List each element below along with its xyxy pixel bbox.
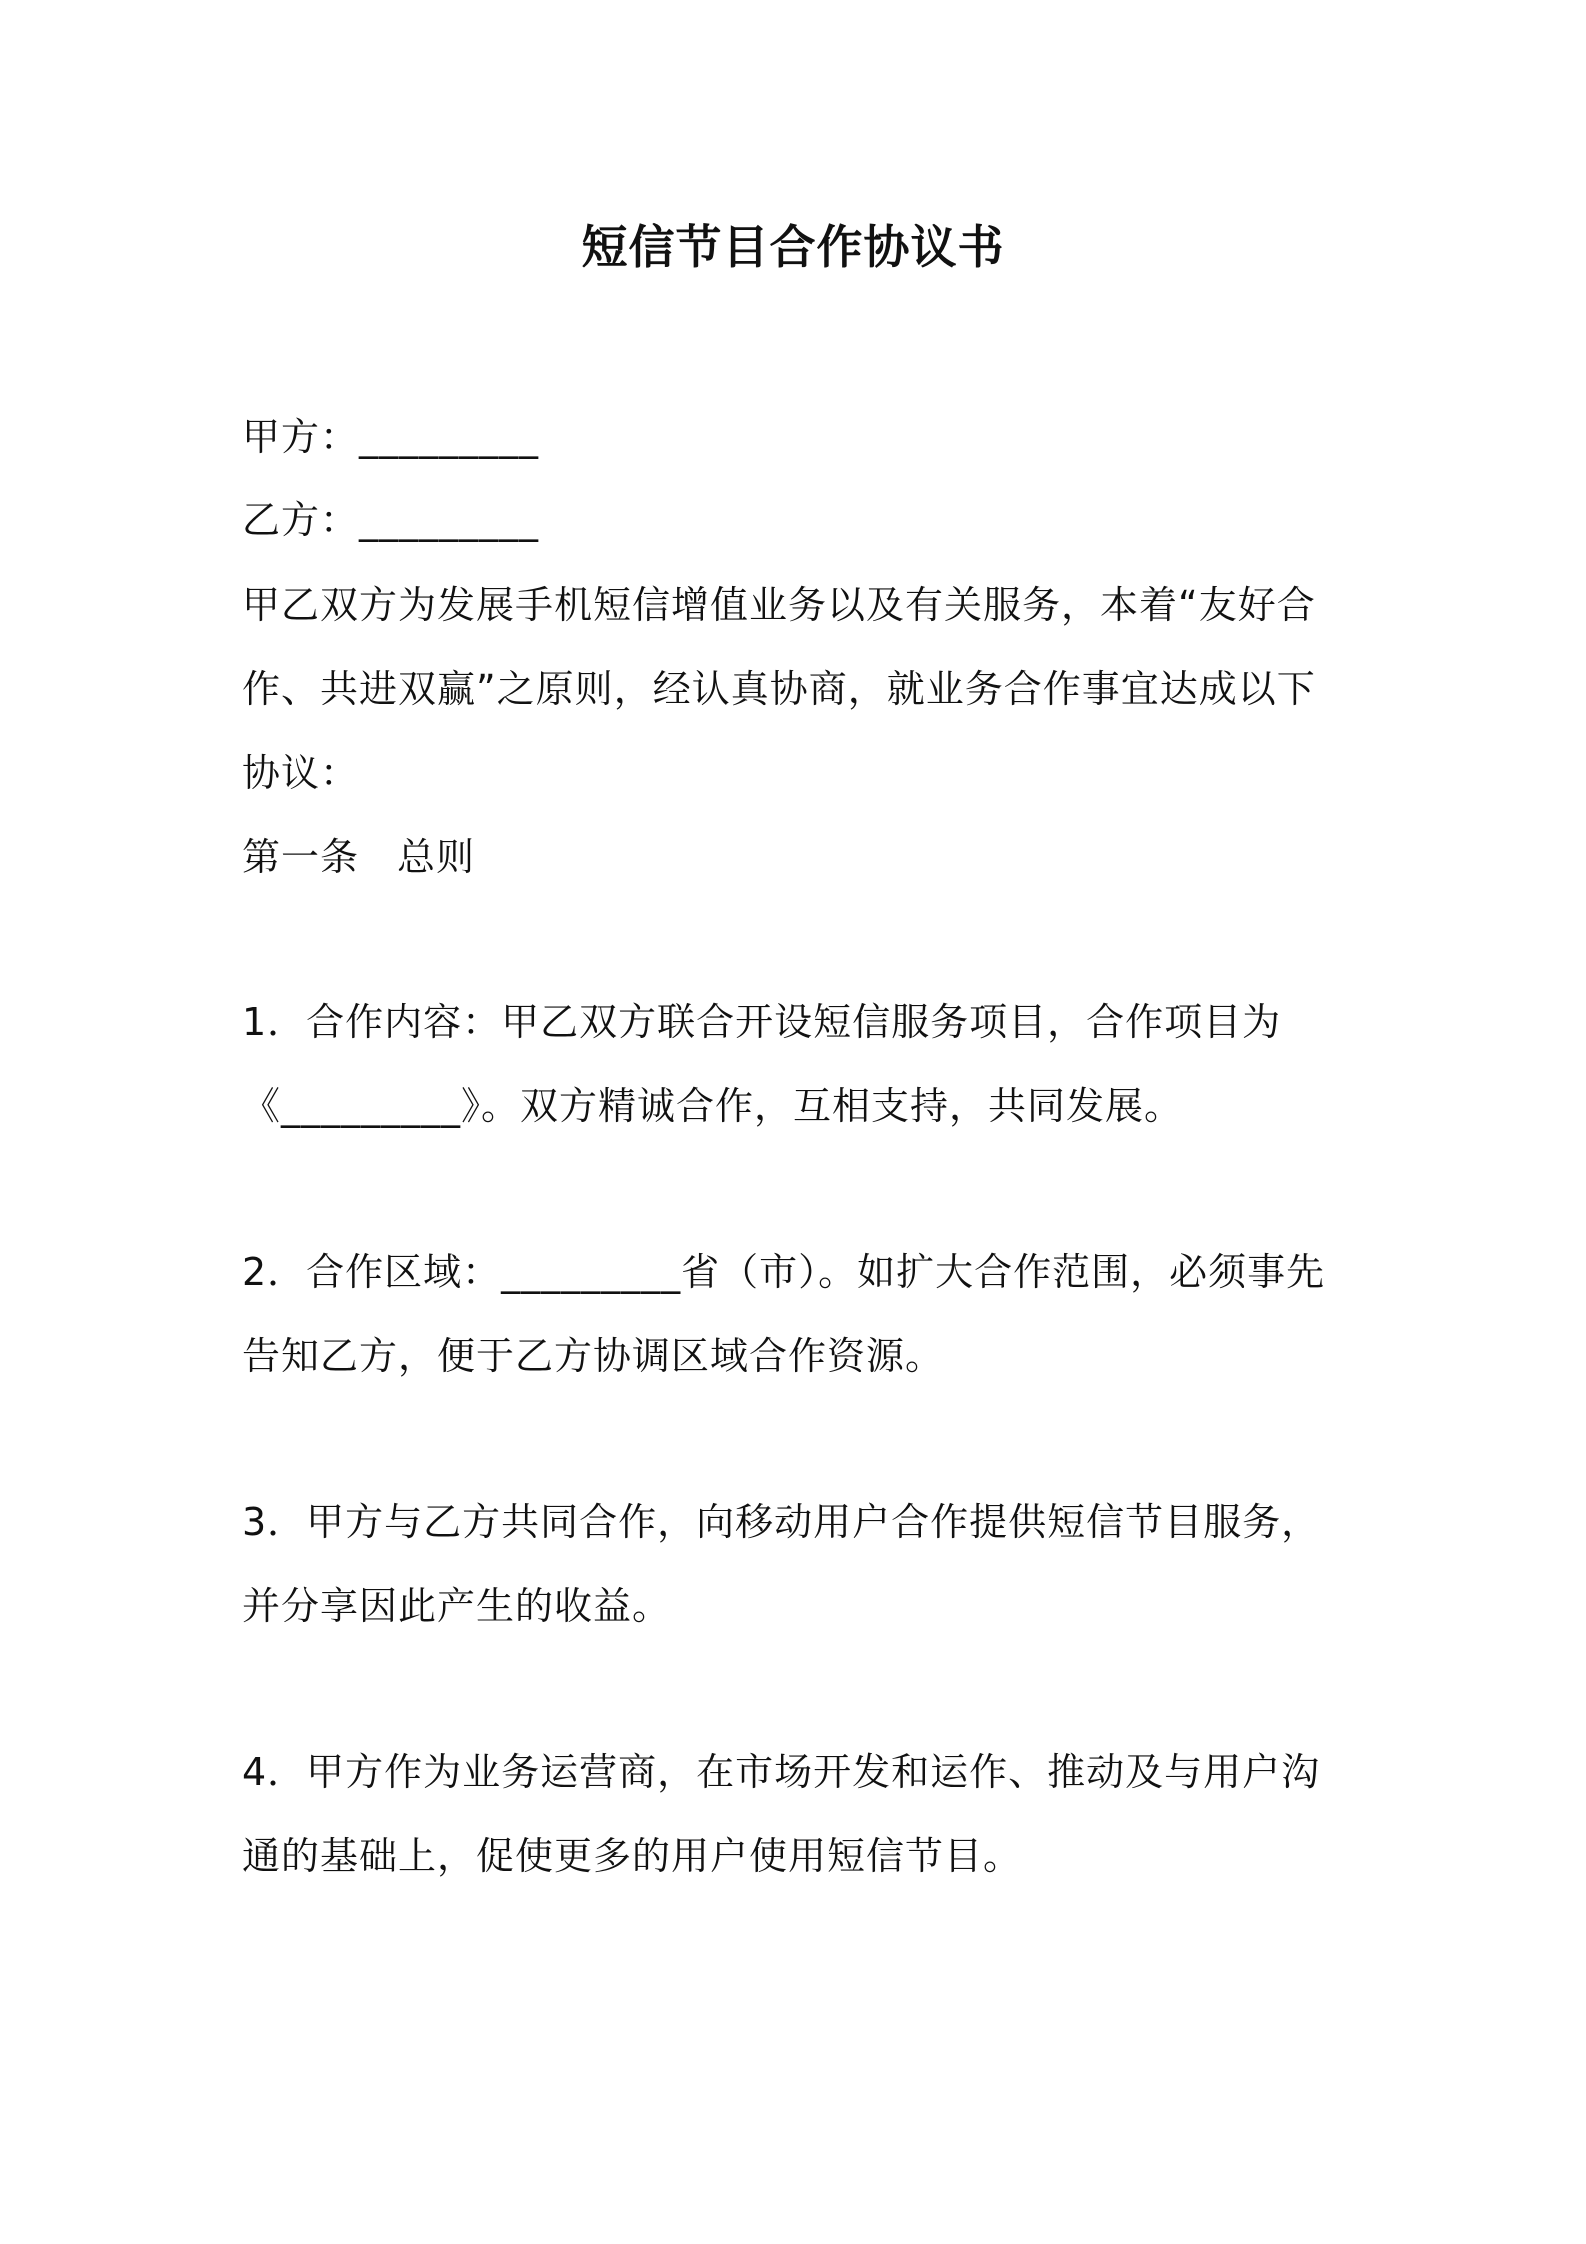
clause-3-line-2: 并分享因此产生的收益。 [242, 1584, 672, 1628]
clause-4-line-2: 通的基础上，促使更多的用户使用短信节目。 [242, 1834, 1023, 1878]
clause-1-line-1: 1．合作内容：甲乙双方联合开设短信服务项目，合作项目为 [242, 1000, 1282, 1044]
clause-2-line-1: 2．合作区域：_________省（市）。如扩大合作范围，必须事先 [242, 1250, 1326, 1294]
preamble-line-1: 甲乙双方为发展手机短信增值业务以及有关服务，本着“友好合 [242, 583, 1316, 627]
article-1-heading [242, 832, 1362, 882]
clause-2-line-2: 告知乙方，便于乙方协调区域合作资源。 [242, 1334, 945, 1378]
party-a-line: 甲方：_________ [242, 415, 540, 459]
party-b-line: 乙方：_________ [242, 498, 540, 542]
clause-4-line-1: 4．甲方作为业务运营商，在市场开发和运作、推动及与用户沟 [242, 1750, 1321, 1794]
preamble-line-3: 协议： [242, 751, 360, 795]
clause-3-line-1: 3．甲方与乙方共同合作，向移动用户合作提供短信节目服务， [242, 1500, 1321, 1544]
preamble-line-2: 作、共进双赢”之原则，经认真协商，就业务合作事宜达成以下 [242, 667, 1316, 711]
clause-1-line-2: 《_________》。双方精诚合作，互相支持，共同发展。 [242, 1084, 1184, 1128]
document-title: 短信节目合作协议书 [581, 220, 1005, 274]
article-1-title: 总则 [397, 835, 476, 879]
article-1-number: 第一条 [242, 835, 360, 879]
